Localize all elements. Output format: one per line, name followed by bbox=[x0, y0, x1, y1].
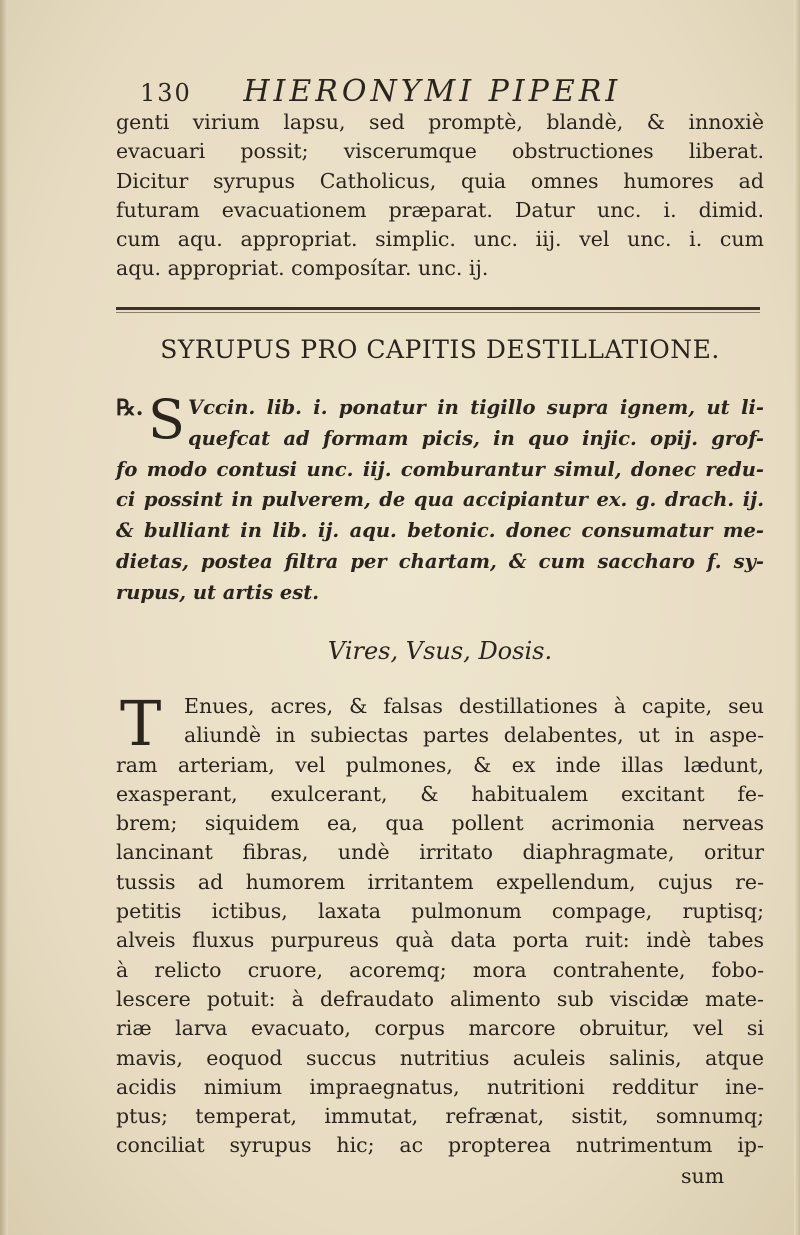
recipe-line: Vccin. lib. i. ponatur in tigillo supra ignem, ut li- bbox=[188, 396, 764, 419]
recipe-line: & bulliant in lib. ij. aqu. betonic. donec consumatur me- bbox=[116, 519, 764, 543]
recipe-dropcap: S bbox=[148, 388, 185, 451]
text-line: genti virium lapsu, sed promptè, blandè, & innoxiè bbox=[116, 110, 764, 134]
text-line: Enues, acres, & falsas destillationes à capite, seu bbox=[184, 694, 764, 718]
page-edge-right bbox=[794, 0, 800, 1235]
recipe-line: ci possint in pulverem, de qua accipiantur ex. g. drach. ij. bbox=[116, 488, 764, 512]
text-line: à relicto cruore, acoremq; mora contrahente, fobo- bbox=[116, 957, 764, 982]
text-line: brem; siquidem ea, qua pollent acrimonia nerveas bbox=[116, 811, 764, 836]
text-line: evacuari possit; viscerumque obstructiones liberat. bbox=[116, 139, 764, 164]
text-line: aliundè in subiectas partes delabentes, ut in aspe- bbox=[184, 723, 764, 748]
recipe-line: fo modo contusi unc. iij. comburantur simul, donec redu- bbox=[116, 457, 764, 481]
text-line: Dicitur syrupus Catholicus, quia omnes humores ad bbox=[116, 168, 764, 193]
recipe-symbol: ℞. bbox=[116, 395, 144, 421]
subheading: Vires, Vsus, Dosis. bbox=[327, 637, 553, 665]
text-line: petitis ictibus, laxata pulmonum compage, ruptisq; bbox=[116, 899, 764, 924]
top-paragraph bbox=[116, 108, 764, 284]
recipe-line: quefcat ad formam picis, in quo injic. opij. grof- bbox=[188, 426, 764, 450]
text-line: lancinant fibras, undè irritato diaphragmate, oritur bbox=[116, 840, 764, 865]
recipe-line: rupus, ut artis est. bbox=[116, 580, 320, 604]
text-line: riæ larva evacuato, corpus marcore obruitur, vel si bbox=[116, 1016, 764, 1041]
text-line: ram arteriam, vel pulmones, & ex inde illas lædunt, bbox=[116, 752, 764, 777]
text-line: cum aqu. appropriat. simplic. unc. iij. vel unc. i. cum bbox=[116, 227, 764, 252]
text-line: alveis fluxus purpureus quà data porta ruit: indè tabes bbox=[116, 928, 764, 953]
section-rule-thin bbox=[116, 312, 760, 313]
running-title: HIERONYMI PIPERI bbox=[243, 74, 622, 109]
text-line: acidis nimium impraegnatus, nutritioni redditur ine- bbox=[116, 1074, 764, 1099]
text-line: futuram evacuationem præparat. Datur unc. i. dimid. bbox=[116, 197, 764, 222]
recipe-line: dietas, postea filtra per chartam, & cum saccharo f. sy- bbox=[116, 549, 764, 573]
recipe-paragraph bbox=[116, 388, 764, 609]
text-line: conciliat syrupus hic; ac propterea nutrimentum ip- bbox=[116, 1133, 764, 1158]
text-line: lescere potuit: à defraudato alimento sub viscidæ mate- bbox=[116, 986, 764, 1011]
section-rule bbox=[116, 307, 760, 310]
text-line: exasperant, exulcerant, & habitualem excitant fe- bbox=[116, 781, 764, 806]
body-dropcap: T bbox=[120, 687, 162, 760]
section-title: SYRUPUS PRO CAPITIS DESTILLATIONE. bbox=[160, 335, 720, 364]
text-line: ptus; temperat, immutat, refrænat, sistit, somnumq; bbox=[116, 1104, 764, 1129]
page-edge-left bbox=[0, 0, 8, 1235]
body-paragraph bbox=[116, 687, 764, 1161]
text-line: tussis ad humorem irritantem expellendum, cujus re- bbox=[116, 869, 764, 894]
page-number: 130 bbox=[140, 79, 192, 107]
catchword: sum bbox=[681, 1164, 725, 1188]
text-line: mavis, eoquod succus nutritius aculeis salinis, atque bbox=[116, 1045, 764, 1070]
text-line: aqu. appropriat. composítar. unc. ij. bbox=[116, 256, 489, 281]
